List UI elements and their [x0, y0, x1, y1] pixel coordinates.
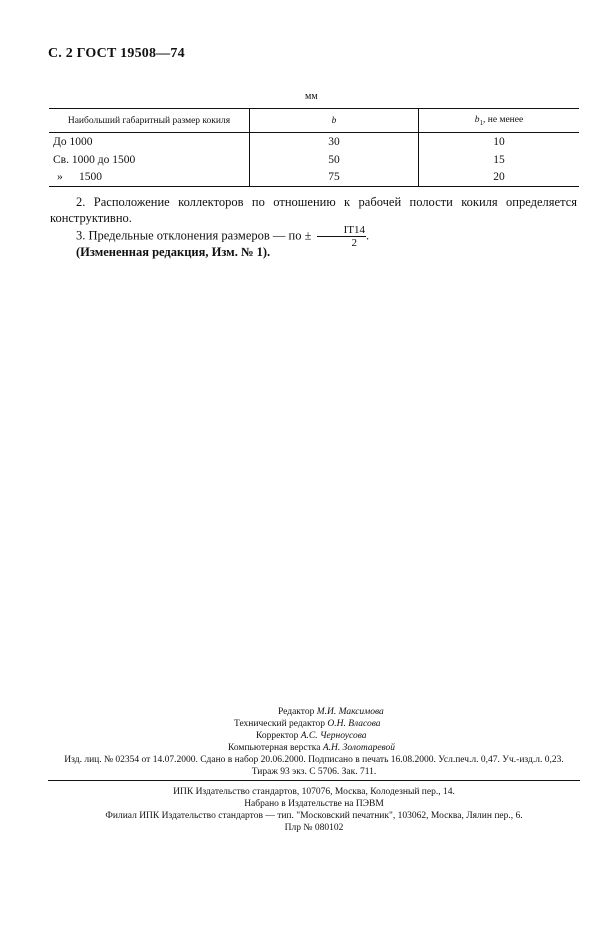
table-header-row	[49, 109, 579, 133]
credit-name: А.Н. Золотаревой	[322, 743, 396, 753]
tolerance-fraction	[317, 224, 366, 249]
cell-size: Св. 1000 до 1500	[53, 153, 136, 166]
cell-size: До 1000	[53, 135, 93, 148]
printer-line: ИПК Издательство стандартов, 107076, Москва, Колодезный пер., 14.	[173, 787, 455, 797]
fraction-numerator: IT14	[317, 224, 366, 237]
paragraph-2: 2. Расположение коллекторов по отношению к рабочей полости кокиля определяется конструктивно.	[50, 195, 577, 225]
credit-layout	[228, 742, 395, 754]
cell-b: 75	[250, 169, 419, 187]
table-row	[49, 151, 579, 169]
credit-tech-editor	[228, 718, 395, 730]
column-header-b1-suffix: , не менее	[483, 114, 524, 125]
credit-label: Редактор	[278, 707, 315, 717]
column-header-b-label: b	[331, 115, 337, 126]
cell-size-value: 1500	[79, 171, 102, 184]
pub-line: Изд. лиц. № 02354 от 14.07.2000. Сдано в набор 20.06.2000. Подписано в печать 16.08.2000. Усл.печ.л. 0,47. Уч.-изд.л. 0,23.	[64, 755, 564, 765]
cell-b: 30	[250, 133, 419, 151]
cell-b1: 20	[419, 169, 580, 187]
column-header-size: Наибольший габаритный размер кокиля	[49, 109, 250, 133]
credit-label: Технический редактор	[234, 719, 325, 729]
printer-line: Филиал ИПК Издательство стандартов — тип. "Московский печатник", 103062, Москва, Лялин пер., 6.	[105, 811, 523, 821]
column-header-b1	[419, 109, 580, 133]
credit-label: Корректор	[256, 731, 299, 741]
credit-name: М.И. Максимова	[316, 707, 384, 717]
dimensions-table	[49, 108, 579, 187]
fraction-denominator: 2	[351, 237, 358, 249]
table-row	[49, 133, 579, 151]
footer-divider	[48, 780, 580, 781]
column-header-b	[250, 109, 419, 133]
paragraph-3-text: 3. Предельные отклонения размеров — по ±	[76, 228, 312, 243]
amendment-note: (Измененная редакция, Изм. № 1).	[76, 245, 271, 259]
publication-info	[48, 754, 580, 778]
table-row	[49, 169, 579, 187]
credit-editor	[228, 706, 395, 718]
cell-b1: 15	[419, 151, 580, 169]
cell-size	[49, 169, 250, 187]
table-unit: мм	[305, 91, 318, 102]
paragraph-3-end: .	[365, 228, 370, 243]
credit-label: Компьютерная верстка	[228, 743, 321, 753]
printer-line: Плр № 080102	[284, 823, 344, 833]
credit-proofreader	[228, 730, 395, 742]
credit-name: О.Н. Власова	[327, 719, 381, 729]
page-header: С. 2 ГОСТ 19508—74	[48, 46, 185, 61]
column-header-b1-sub: 1	[479, 118, 484, 127]
pub-line: Тираж 93 экз. С 5706. Зак. 711.	[251, 767, 377, 777]
printer-info	[48, 786, 580, 834]
column-header-b1-symbol: b	[474, 114, 480, 125]
cell-b: 50	[250, 151, 419, 169]
staff-credits	[228, 706, 395, 754]
ditto-mark: »	[57, 171, 63, 184]
printer-line: Набрано в Издательстве на ПЭВМ	[244, 799, 384, 809]
cell-b1: 10	[419, 133, 580, 151]
credit-name: А.С. Черноусова	[300, 731, 367, 741]
